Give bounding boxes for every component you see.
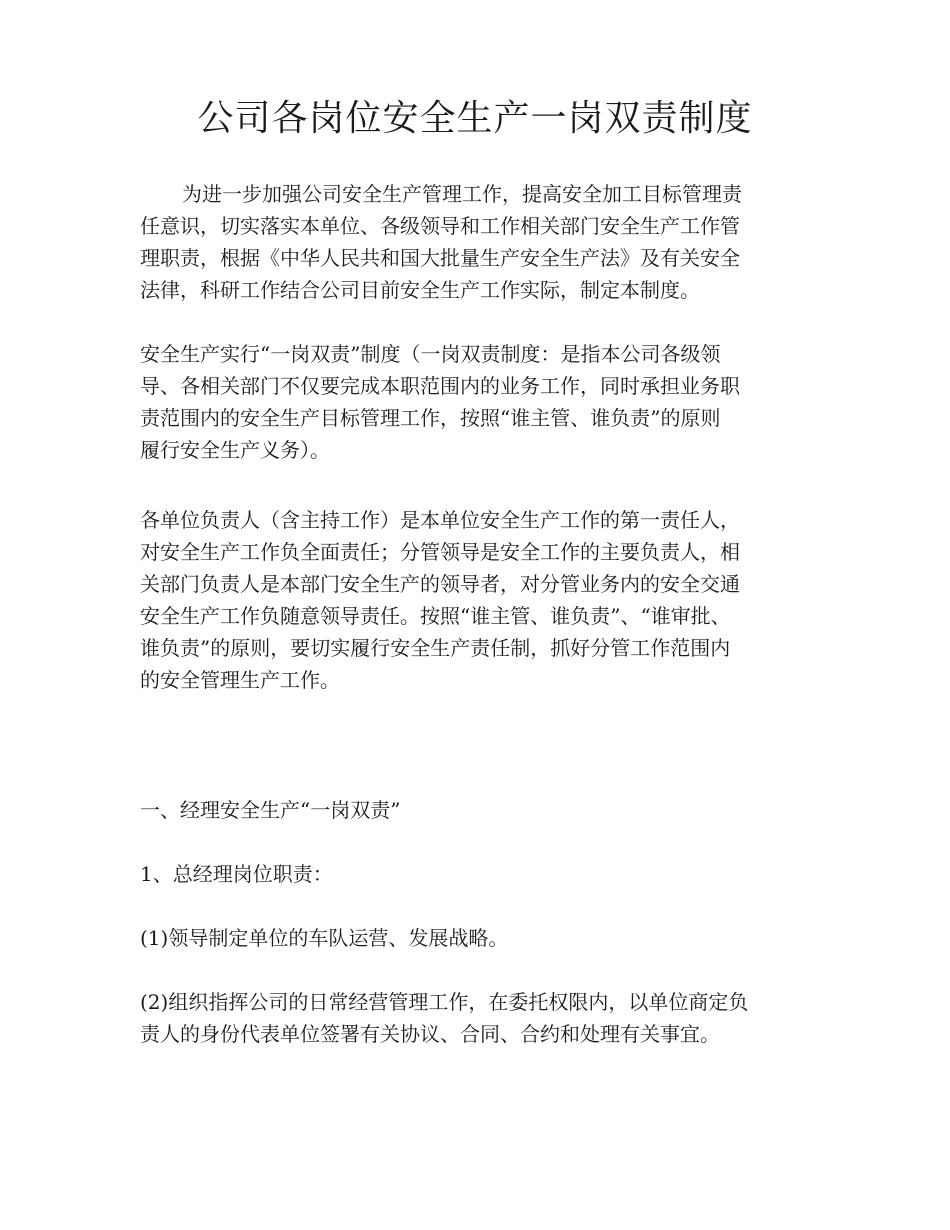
list-item-text: 责人的身份代表单位签署有关协议、合同、合约和处理有关事宜。	[140, 1022, 720, 1046]
section-heading-text: 一、经理安全生产“一岗双责”	[140, 798, 401, 822]
paragraph-line: 各单位负责人（含主持工作）是本单位安全生产工作的第一责任人，	[140, 508, 740, 532]
paragraph-line: 谁负责”的原则，要切实履行安全生产责任制，抓好分管工作范围内	[140, 636, 731, 660]
paragraph-intro	[140, 178, 840, 306]
sub-heading	[140, 858, 840, 890]
list-item	[140, 986, 840, 1050]
paragraph-line: 的安全管理生产工作。	[140, 668, 340, 692]
paragraph-line: 法律，科研工作结合公司目前安全生产工作实际，制定本制度。	[140, 278, 700, 302]
paragraph-line: 关部门负责人是本部门安全生产的领导者，对分管业务内的安全交通	[140, 572, 740, 596]
paragraph-line: 责范围内的安全生产目标管理工作，按照“谁主管、谁负责”的原则	[140, 406, 721, 430]
section-heading	[140, 794, 840, 826]
paragraph-line: 对安全生产工作负全面责任；分管领导是安全工作的主要负责人，相	[140, 540, 740, 564]
paragraph-line: 导、各相关部门不仅要完成本职范围内的业务工作，同时承担业务职	[140, 374, 740, 398]
list-item-text: (1)领导制定单位的车队运营、发展战略。	[140, 926, 509, 950]
paragraph-line: 履行安全生产义务）。	[140, 438, 330, 462]
paragraph-line: 为进一步加强公司安全生产管理工作，提高安全加工目标管理责	[182, 182, 742, 206]
sub-heading-text: 1、总经理岗位职责：	[140, 862, 333, 886]
paragraph-yi-gang-shuang-ze	[140, 338, 840, 466]
paragraph-line: 安全生产实行“一岗双责”制度（一岗双责制度：是指本公司各级领	[140, 342, 721, 366]
list-item-text: (2)组织指挥公司的日常经营管理工作，在委托权限内，以单位商定负	[140, 990, 749, 1014]
document-title: 公司各岗位安全生产一岗双责制度	[197, 98, 753, 139]
list-item	[140, 922, 840, 954]
paragraph-line: 安全生产工作负随意领导责任。按照“谁主管、谁负责”、“谁审批、	[140, 604, 731, 628]
paragraph-line: 任意识，切实落实本单位、各级领导和工作相关部门安全生产工作管	[140, 214, 740, 238]
paragraph-line: 理职责，根据《中华人民共和国大批量生产安全生产法》及有关安全	[140, 246, 740, 270]
paragraph-responsibility	[140, 504, 840, 696]
